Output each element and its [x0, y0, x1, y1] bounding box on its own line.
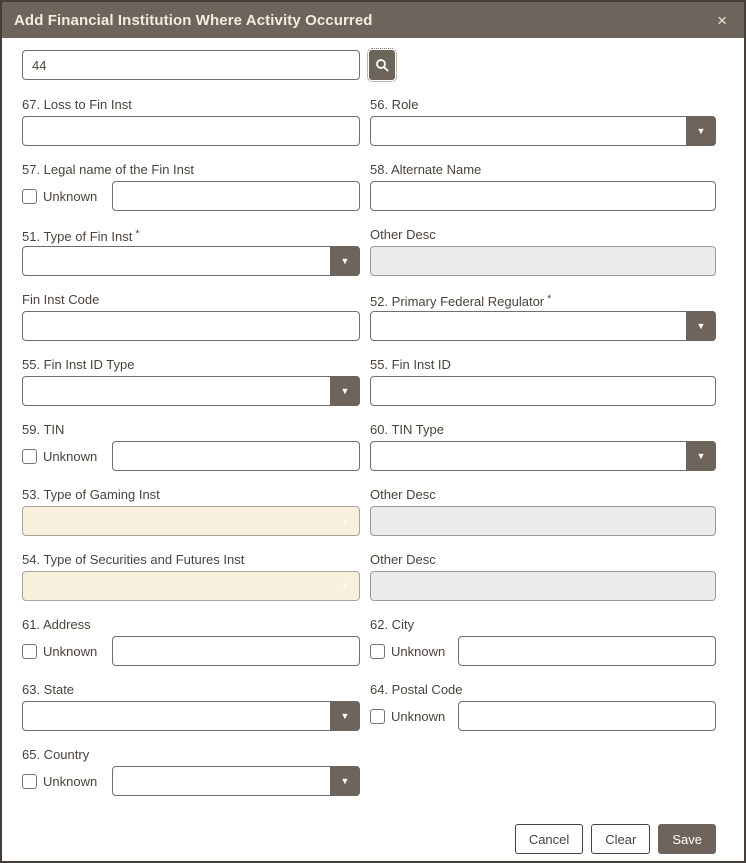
field-type-of-fin-inst: [22, 227, 360, 276]
field-other-desc-fin: [370, 227, 716, 276]
field-label: 54. Type of Securities and Futures Inst: [22, 552, 245, 567]
form-row: [22, 682, 716, 731]
form-row: [22, 162, 716, 211]
city-input[interactable]: [458, 636, 716, 666]
unknown-label: Unknown: [43, 643, 98, 659]
form-row: [22, 97, 716, 146]
fin-inst-id-input[interactable]: [370, 376, 716, 406]
field-legal-name: [22, 162, 360, 211]
dialog-header: [2, 2, 744, 38]
form-row: [22, 487, 716, 536]
field-fin-inst-id: [370, 357, 716, 406]
field-label: 67. Loss to Fin Inst: [22, 97, 132, 112]
field-label: 53. Type of Gaming Inst: [22, 487, 160, 502]
chevron-down-icon[interactable]: ▼: [330, 376, 360, 406]
other-desc-securities-input: [370, 571, 716, 601]
search-row: [22, 50, 716, 80]
type-of-gaming-inst-select: [22, 506, 360, 536]
field-fin-inst-code: [22, 292, 360, 341]
chevron-down-icon[interactable]: ▼: [330, 246, 360, 276]
postal-code-unknown: [370, 709, 458, 724]
country-select[interactable]: [112, 766, 360, 796]
field-label: Fin Inst Code: [22, 292, 100, 307]
field-label: 58. Alternate Name: [370, 162, 482, 177]
other-desc-fin-input: [370, 246, 716, 276]
unknown-label: Unknown: [391, 708, 446, 724]
primary-federal-regulator-select[interactable]: [370, 311, 716, 341]
postal-code-input[interactable]: [458, 701, 716, 731]
close-icon[interactable]: ×: [713, 10, 731, 31]
search-button[interactable]: [369, 50, 395, 80]
field-label: 62. City: [370, 617, 415, 632]
field-label: 65. Country: [22, 747, 90, 762]
country-unknown-checkbox[interactable]: [22, 774, 37, 789]
address-input[interactable]: [112, 636, 360, 666]
tin-unknown-checkbox[interactable]: [22, 449, 37, 464]
chevron-down-icon: ▼: [340, 515, 350, 526]
chevron-down-icon[interactable]: ▼: [330, 766, 360, 796]
alternate-name-input[interactable]: [370, 181, 716, 211]
field-label: 51. Type of Fin Inst *: [22, 228, 140, 244]
field-type-of-securities: [22, 552, 360, 601]
fin-inst-id-type-select[interactable]: [22, 376, 360, 406]
field-address: [22, 617, 360, 666]
field-type-of-gaming-inst: [22, 487, 360, 536]
type-of-fin-inst-select[interactable]: [22, 246, 360, 276]
country-unknown: [22, 774, 112, 789]
field-city: [370, 617, 716, 666]
form-row: [22, 552, 716, 601]
field-label: 63. State: [22, 682, 75, 697]
field-label: Other Desc: [370, 552, 436, 567]
field-primary-federal-regulator: [370, 292, 716, 341]
chevron-down-icon[interactable]: ▼: [330, 701, 360, 731]
field-label: 55. Fin Inst ID Type: [22, 357, 135, 372]
chevron-down-icon[interactable]: ▼: [686, 116, 716, 146]
type-of-securities-select: [22, 571, 360, 601]
form-row: [22, 617, 716, 666]
required-marker: *: [547, 293, 552, 305]
chevron-down-icon[interactable]: ▼: [686, 311, 716, 341]
unknown-label: Unknown: [391, 643, 446, 659]
field-loss-to-fin-inst: [22, 97, 360, 146]
legal-name-unknown: [22, 189, 112, 204]
field-label: Other Desc: [370, 487, 436, 502]
chevron-down-icon[interactable]: ▼: [686, 441, 716, 471]
city-unknown: [370, 644, 458, 659]
address-unknown-checkbox[interactable]: [22, 644, 37, 659]
field-label: Other Desc: [370, 227, 436, 242]
legal-name-unknown-checkbox[interactable]: [22, 189, 37, 204]
unknown-label: Unknown: [43, 188, 98, 204]
other-desc-gaming-input: [370, 506, 716, 536]
field-label: 59. TIN: [22, 422, 65, 437]
field-country: [22, 747, 360, 796]
field-label: 61. Address: [22, 617, 91, 632]
role-select[interactable]: [370, 116, 716, 146]
field-alternate-name: [370, 162, 716, 211]
field-role: [370, 97, 716, 146]
city-unknown-checkbox[interactable]: [370, 644, 385, 659]
field-postal-code: [370, 682, 716, 731]
cancel-button[interactable]: Cancel: [515, 824, 583, 854]
address-unknown: [22, 644, 112, 659]
field-label: 57. Legal name of the Fin Inst: [22, 162, 194, 177]
field-fin-inst-id-type: [22, 357, 360, 406]
dialog-body: [2, 38, 744, 824]
field-label: 52. Primary Federal Regulator *: [370, 293, 552, 309]
unknown-label: Unknown: [43, 448, 98, 464]
form-row: [22, 747, 716, 796]
field-state: [22, 682, 360, 731]
postal-code-unknown-checkbox[interactable]: [370, 709, 385, 724]
unknown-label: Unknown: [43, 773, 98, 789]
field-label: 64. Postal Code: [370, 682, 463, 697]
clear-button[interactable]: Clear: [591, 824, 650, 854]
search-input[interactable]: [22, 50, 360, 80]
search-icon: [375, 58, 389, 72]
form-row: [22, 292, 716, 341]
fin-inst-code-input[interactable]: [22, 311, 360, 341]
field-label: 56. Role: [370, 97, 419, 112]
required-marker: *: [135, 228, 140, 240]
state-select[interactable]: [22, 701, 360, 731]
form-row: [22, 422, 716, 471]
tin-type-select[interactable]: [370, 441, 716, 471]
dialog-footer: [2, 824, 744, 861]
field-label: 60. TIN Type: [370, 422, 444, 437]
field-other-desc-securities: [370, 552, 716, 601]
form-row: [22, 357, 716, 406]
save-button[interactable]: Save: [658, 824, 716, 854]
loss-to-fin-inst-input[interactable]: [22, 116, 360, 146]
field-label: 55. Fin Inst ID: [370, 357, 451, 372]
tin-input[interactable]: [112, 441, 360, 471]
tin-unknown: [22, 449, 112, 464]
dialog-title: Add Financial Institution Where Activity Occurred: [14, 11, 373, 29]
field-tin: [22, 422, 360, 471]
field-tin-type: [370, 422, 716, 471]
form-row: [22, 227, 716, 276]
field-other-desc-gaming: [370, 487, 716, 536]
legal-name-input[interactable]: [112, 181, 360, 211]
chevron-down-icon: ▼: [340, 580, 350, 591]
